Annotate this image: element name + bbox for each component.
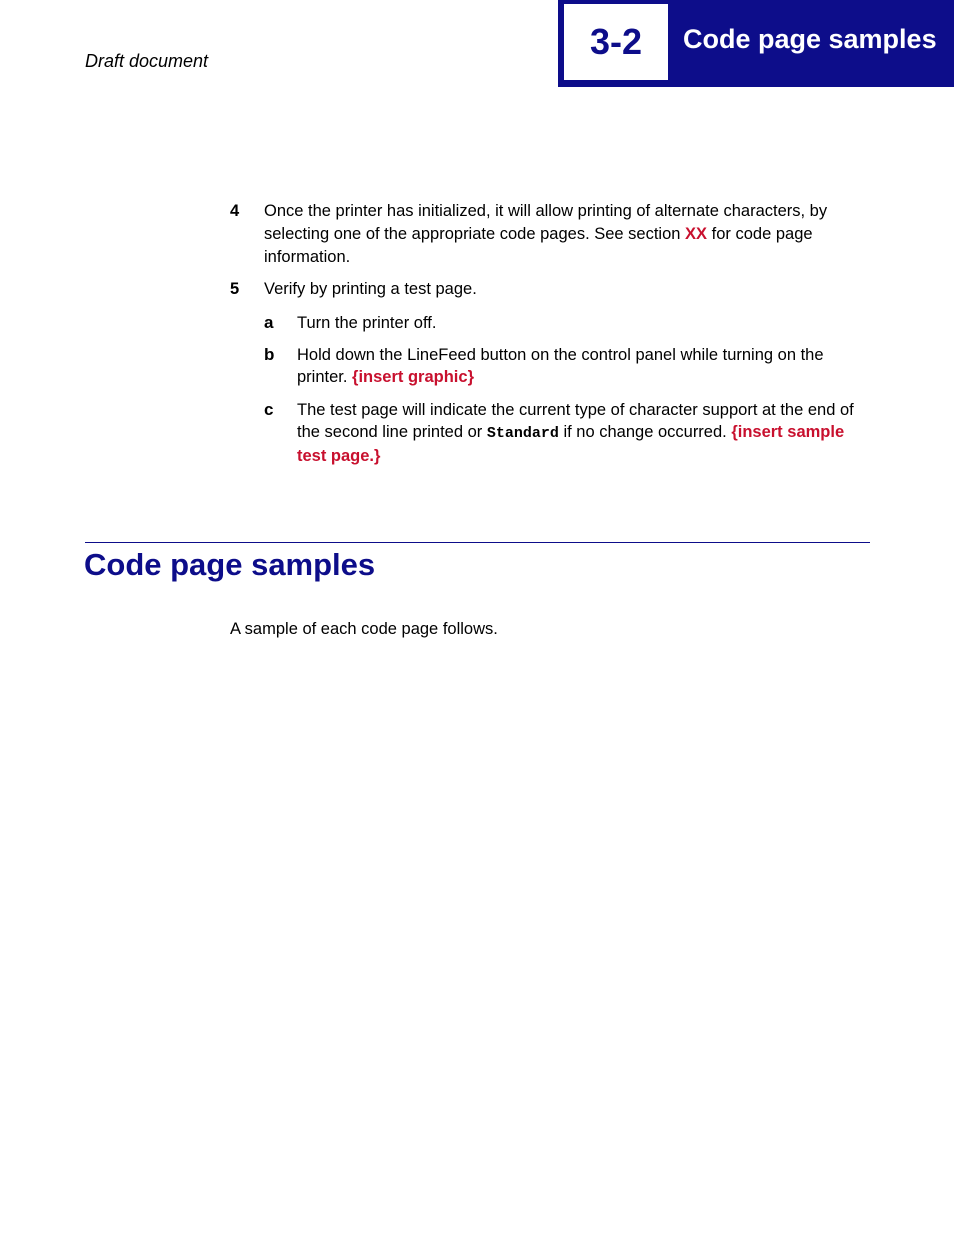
- substep-text: [297, 344, 870, 388]
- step-4: [230, 200, 870, 269]
- chapter-tab: [558, 0, 954, 87]
- section-divider: [85, 542, 870, 543]
- step-text: [264, 200, 870, 269]
- substep-text-before: The test page will indicate the current type of character support at the end of the second line printed or: [297, 401, 854, 441]
- substep-c: [264, 399, 870, 467]
- substep-a: [264, 312, 870, 334]
- section-heading: Code page samples: [84, 547, 376, 582]
- standard-code-text: Standard: [486, 425, 559, 442]
- step-text-after: for code page information.: [264, 225, 813, 266]
- insert-sample-placeholder: {insert sample test page.}: [297, 423, 845, 465]
- substep-text-body: Hold down the LineFeed button on the control panel while turning on the printer.: [297, 346, 824, 386]
- draft-label: Draft document: [85, 51, 209, 71]
- step-text-before: Once the printer has initialized, it will allow printing of alternate characters, by selecting one of the appropriate code pages. See section: [264, 202, 828, 243]
- step-5: [230, 278, 870, 301]
- step-text: Verify by printing a test page.: [264, 280, 477, 298]
- section-intro: A sample of each code page follows.: [230, 620, 498, 638]
- step-number: 5: [230, 280, 240, 298]
- substep-text: Turn the printer off.: [297, 314, 437, 332]
- substep-letter: c: [264, 400, 274, 419]
- substep-letter: b: [264, 345, 275, 364]
- chapter-number: 3-2: [564, 4, 668, 80]
- procedure-steps: [230, 200, 870, 467]
- substep-b: [264, 344, 870, 388]
- chapter-title: Code page samples: [683, 24, 937, 54]
- step-number: 4: [230, 202, 240, 220]
- substep-text-after: if no change occurred.: [558, 423, 732, 441]
- substep-letter: a: [264, 313, 274, 332]
- insert-graphic-placeholder: {insert graphic}: [352, 368, 474, 386]
- substep-text: [297, 399, 870, 467]
- section-reference-placeholder: XX: [685, 225, 708, 243]
